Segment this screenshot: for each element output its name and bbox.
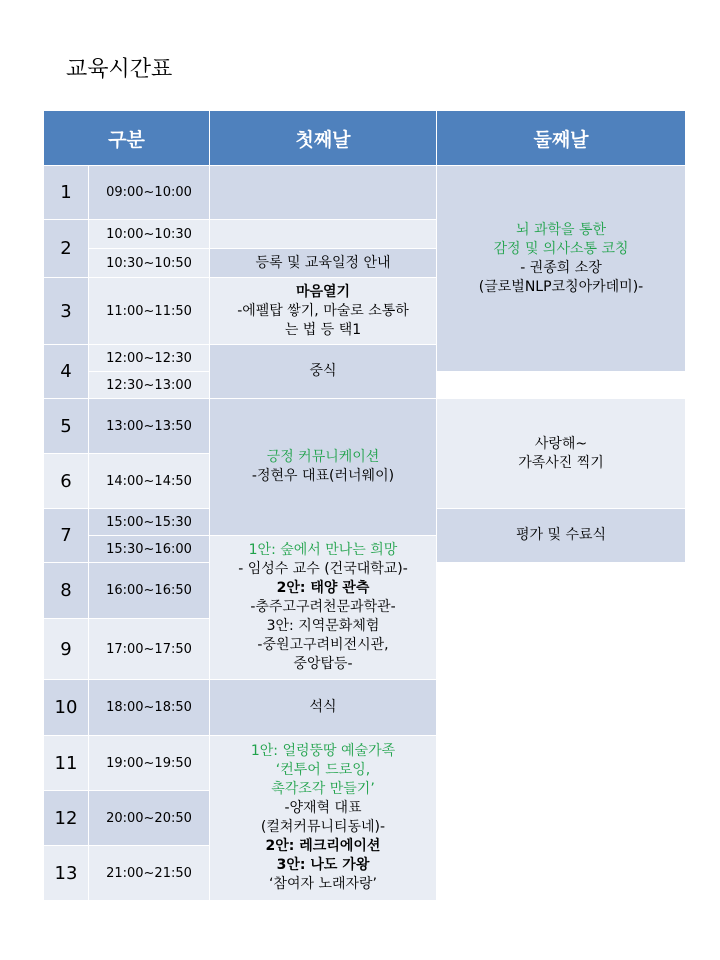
row-number: 10 xyxy=(44,680,89,736)
table-row xyxy=(44,399,686,454)
row-number: 13 xyxy=(44,846,89,901)
day2-closing: 평가 및 수료식 xyxy=(437,509,686,563)
afternoon-opt2-title: 2안: 태양 관측 xyxy=(276,580,370,596)
day2-photo xyxy=(437,399,686,509)
day1-empty xyxy=(210,220,437,249)
time-slot: 09:00~10:00 xyxy=(89,166,210,220)
afternoon-opt3-title: 3안: 지역문화체험 xyxy=(266,618,380,634)
schedule-table xyxy=(43,110,686,901)
day2-brain-session xyxy=(437,166,686,372)
evening-opt2-title: 2안: 레크리에이션 xyxy=(265,838,381,854)
day1-lunch: 중식 xyxy=(210,345,437,399)
time-slot: 12:00~12:30 xyxy=(89,345,210,372)
time-slot: 15:30~16:00 xyxy=(89,536,210,563)
evening-opt3-title: 3안: 나도 가왕 xyxy=(276,857,370,873)
evening-opt1-sub2: 촉각조각 만들기’ xyxy=(271,781,375,797)
table-row xyxy=(44,736,686,791)
brain-line2: 감정 및 의사소통 코칭 xyxy=(493,241,629,257)
page-title: 교육시간표 xyxy=(66,57,173,82)
day1-evening-options xyxy=(210,736,437,901)
row-number: 8 xyxy=(44,563,89,619)
row-number: 11 xyxy=(44,736,89,791)
afternoon-opt2-place: -충주고구려천문과학관- xyxy=(250,599,396,615)
row-number: 7 xyxy=(44,509,89,563)
photo-line1: 사랑해~ xyxy=(534,435,588,452)
time-slot: 19:00~19:50 xyxy=(89,736,210,791)
afternoon-opt1-title: 1안: 숲에서 만나는 희망 xyxy=(248,542,398,558)
time-slot: 16:00~16:50 xyxy=(89,563,210,619)
evening-opt3-sub: ‘참여자 노래자랑’ xyxy=(268,876,378,892)
opening-line2: 는 법 등 택1 xyxy=(284,321,362,338)
communication-title: 긍정 커뮤니케이션 xyxy=(266,449,380,465)
row-number: 3 xyxy=(44,278,89,345)
evening-opt1-sub1: ‘컨투어 드로잉, xyxy=(275,762,371,778)
table-row xyxy=(44,680,686,736)
day1-empty xyxy=(210,166,437,220)
time-slot: 14:00~14:50 xyxy=(89,454,210,509)
evening-opt1-org: (컬쳐커뮤니티동네)- xyxy=(260,819,386,835)
time-slot: 11:00~11:50 xyxy=(89,278,210,345)
day1-dinner: 석식 xyxy=(210,680,437,736)
communication-speaker: -정현우 대표(러너웨이) xyxy=(251,468,395,484)
table-row xyxy=(44,166,686,220)
brain-org: (글로벌NLP코칭아카데미)- xyxy=(478,279,644,295)
time-slot: 18:00~18:50 xyxy=(89,680,210,736)
header-day2: 둘째날 xyxy=(437,111,686,166)
afternoon-opt3-place1: -중원고구려비전시관, xyxy=(257,637,389,653)
row-number: 2 xyxy=(44,220,89,278)
afternoon-opt3-place2: 중앙탑등- xyxy=(293,656,353,672)
afternoon-opt1-speaker: - 임성수 교수 (건국대학교)- xyxy=(238,561,408,577)
header-row xyxy=(44,111,686,166)
row-number: 6 xyxy=(44,454,89,509)
day1-opening xyxy=(210,278,437,345)
row-number: 12 xyxy=(44,791,89,846)
time-slot: 21:00~21:50 xyxy=(89,846,210,901)
row-number: 1 xyxy=(44,166,89,220)
time-slot: 13:00~13:50 xyxy=(89,399,210,454)
day1-afternoon-options xyxy=(210,536,437,680)
time-slot: 17:00~17:50 xyxy=(89,619,210,680)
row-number: 4 xyxy=(44,345,89,399)
row-number: 9 xyxy=(44,619,89,680)
header-day1: 첫째날 xyxy=(210,111,437,166)
evening-opt1-speaker: -양재혁 대표 xyxy=(284,800,362,816)
opening-line1: -에펠탑 쌓기, 마술로 소통하 xyxy=(237,302,409,319)
day1-communication xyxy=(210,399,437,536)
time-slot: 12:30~13:00 xyxy=(89,372,210,399)
time-slot: 15:00~15:30 xyxy=(89,509,210,536)
brain-speaker: - 권종희 소장 xyxy=(520,260,602,276)
time-slot: 20:00~20:50 xyxy=(89,791,210,846)
time-slot: 10:00~10:30 xyxy=(89,220,210,249)
row-number: 5 xyxy=(44,399,89,454)
time-slot: 10:30~10:50 xyxy=(89,249,210,278)
day1-registration: 등록 및 교육일정 안내 xyxy=(210,249,437,278)
evening-opt1-title: 1안: 얼렁뚱땅 예술가족 xyxy=(250,743,396,759)
header-group: 구분 xyxy=(44,111,210,166)
photo-line2: 가족사진 찍기 xyxy=(518,454,604,471)
brain-line1: 뇌 과학을 통한 xyxy=(515,222,607,238)
opening-title: 마음열기 xyxy=(295,283,351,300)
